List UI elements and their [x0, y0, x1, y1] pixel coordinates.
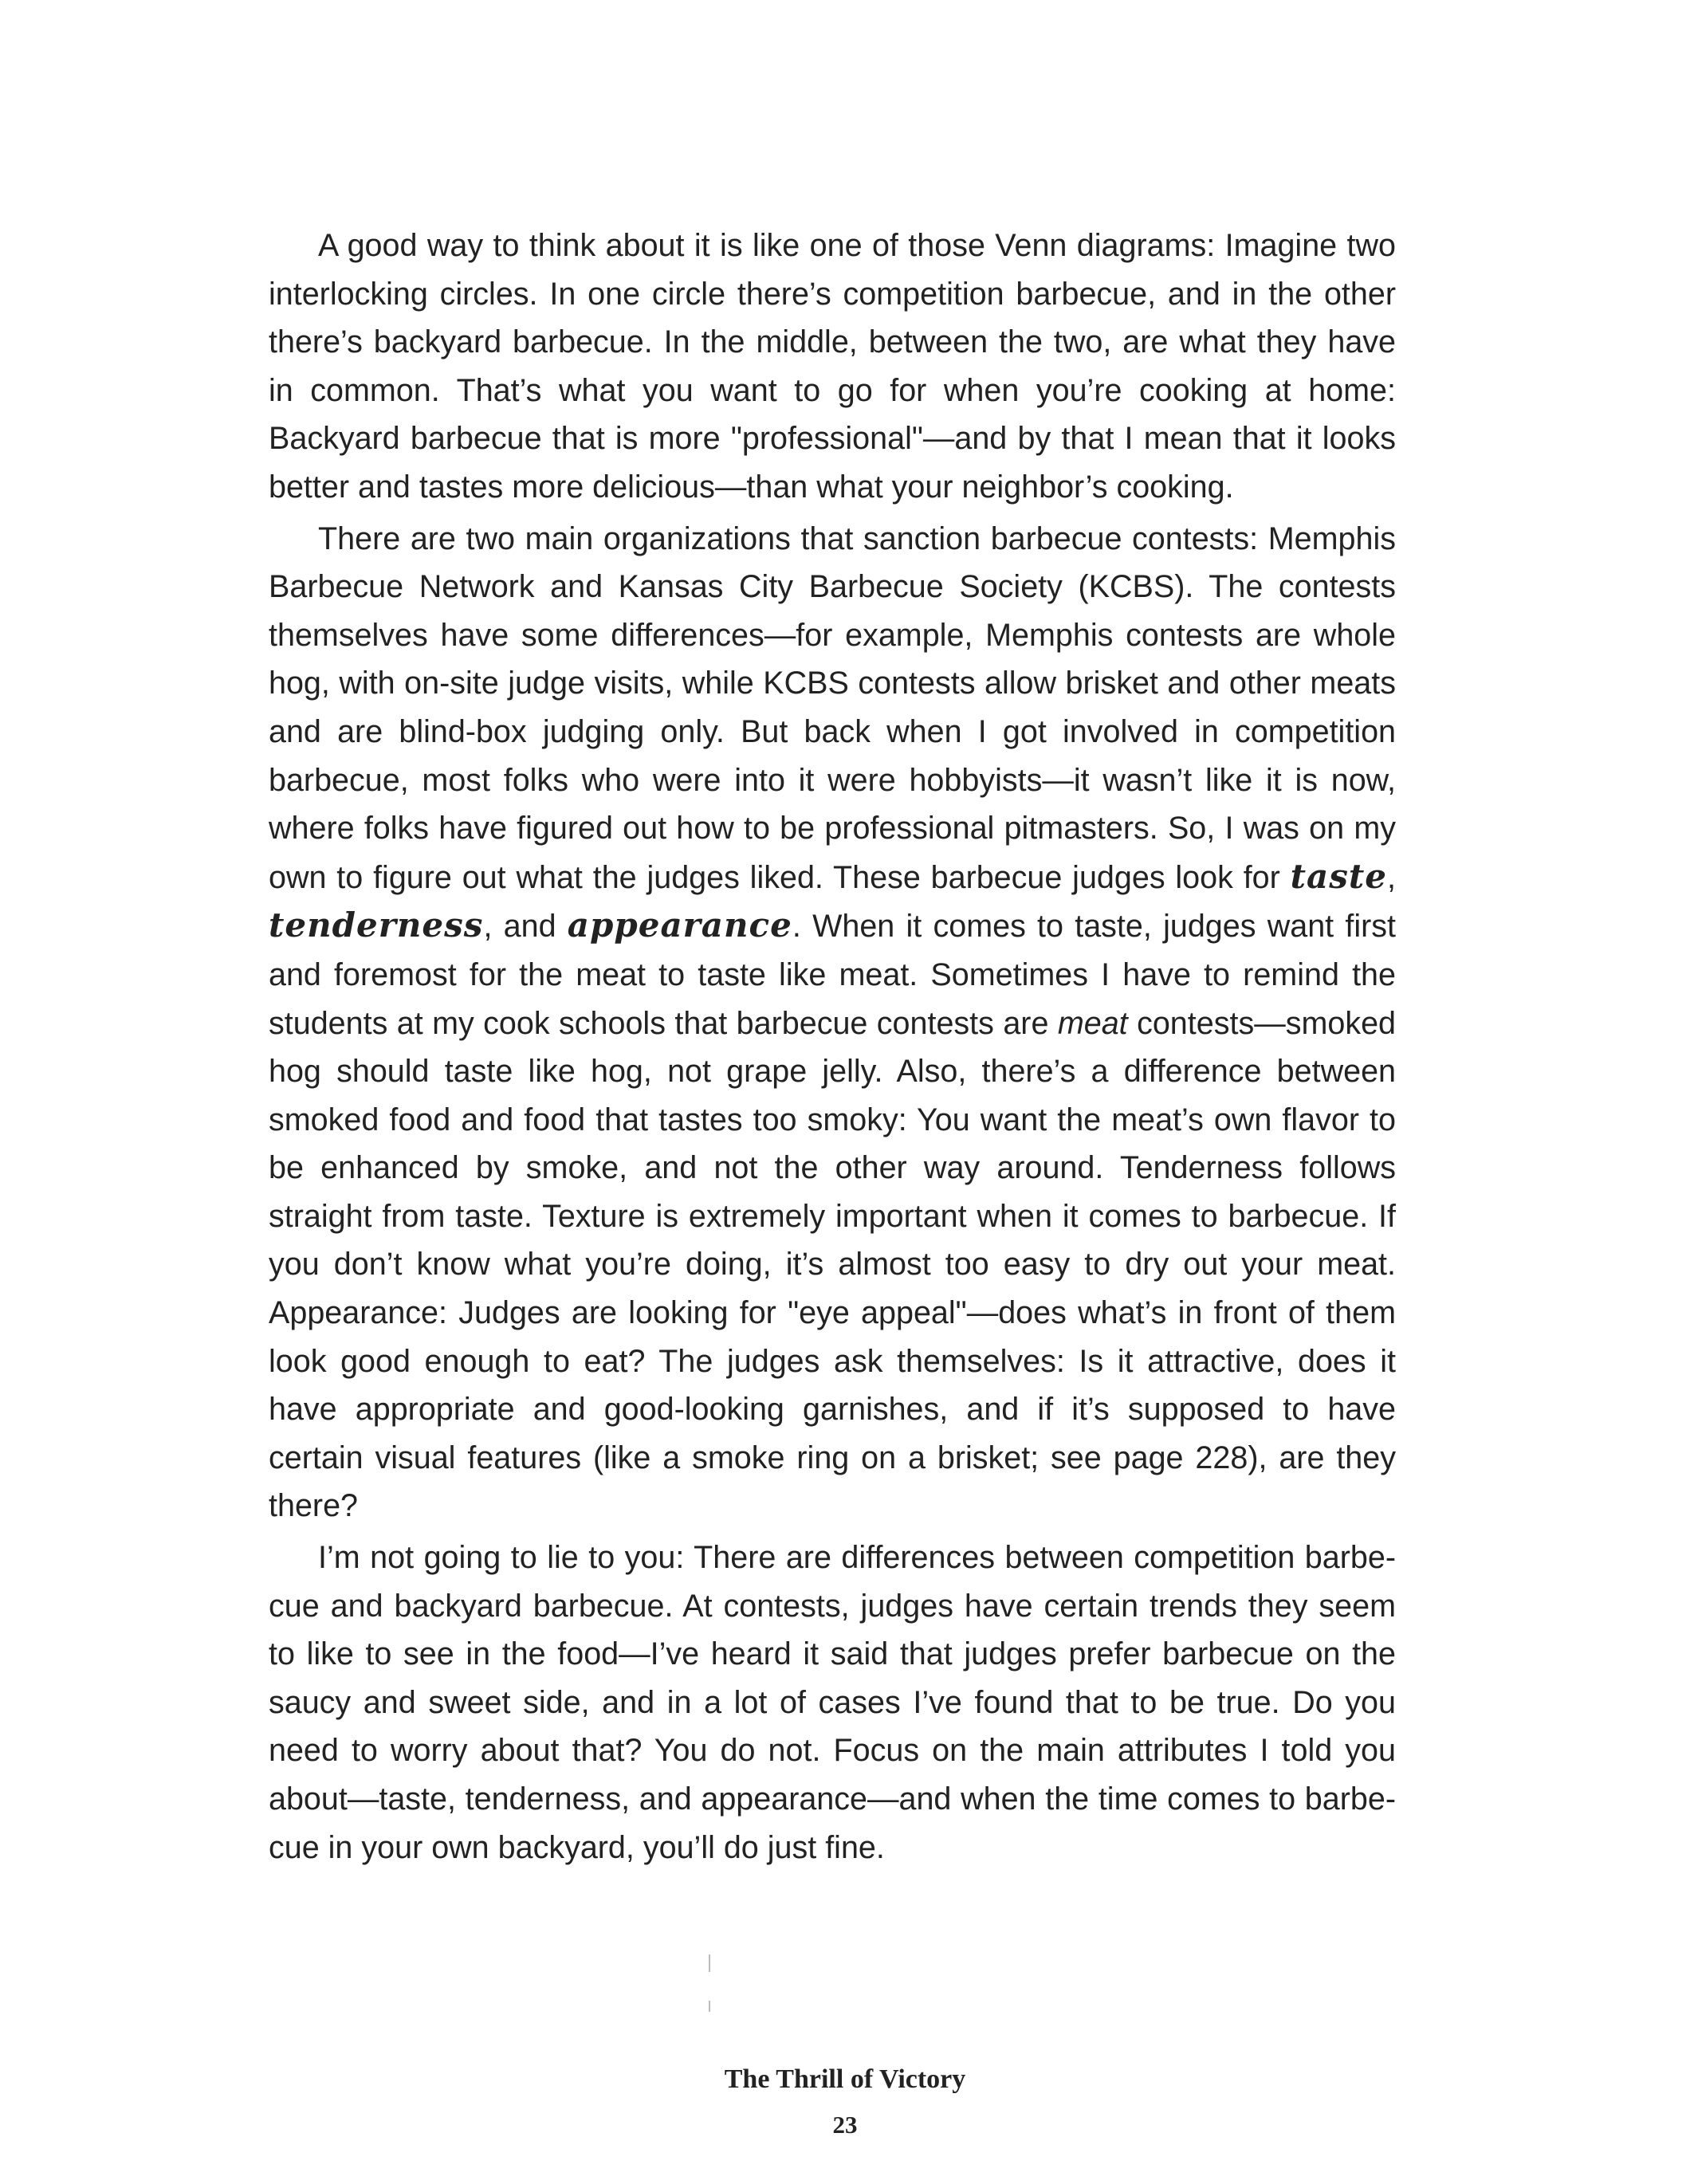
emphasis-taste: taste: [1290, 856, 1388, 896]
paragraph-text: , and: [483, 909, 568, 945]
paragraph-text: contests—smoked hog should taste like hog, not grape jelly. Also, there’s a difference between smoked food and food that tastes too smoky: You want the meat’s own flavor to be enhanced by smoke, and not the other way around. Tenderness follows straight from taste. Texture is extremely important when it comes to barbecue. If you don’t know what you’re doing, it’s almost too easy to dry out your meat. Appearance: Judges are looking for "eye appeal"—does what’s in front of them look good enough to eat? The judges ask themselves: Is it attractive, does it have appropriate and good-looking garnishes, and if it’s supposed to have certain visual features (like a smoke ring on a brisket; see page 228), are they there?: [269, 1005, 1397, 1524]
scan-artifact: [709, 1954, 710, 1972]
paragraph-venn-diagram: [269, 222, 1396, 512]
emphasis-tenderness: tenderness: [269, 905, 484, 945]
paragraph-differences: [269, 1534, 1396, 1872]
body-text: [269, 222, 1396, 1872]
page-number: 23: [832, 2111, 858, 2139]
emphasis-meat: meat: [1057, 1005, 1128, 1041]
paragraph-text: . When it comes to taste, judges want first and foremost for the meat to taste like meat. Sometimes I have to remind the students at my cook schools that barbecue contests are: [269, 909, 1397, 1041]
paragraph-text: I’m not going to lie to you: There are differences between competition barbecue and backyard barbecue. At contests, judges have certain trends they seem to like to see in the food—I’ve heard it said that judges prefer barbecue on the saucy and sweet side, and in a lot of cases I’ve found that to be true. Do you need to worry about that? You do not. Focus on the main attributes I told you about—taste, tenderness, and appearance—and when the time comes to barbecue in your own backyard, you’ll do just fine.: [269, 1540, 1396, 1865]
paragraph-text: A good way to think about it is like one of those Venn diagrams: Imagine two interlocking circles. In one circle there’s competition barbecue, and in the other there’s backyard barbecue. In the middle, between the two, are what they have in common. That’s what you want to go for when you’re cooking at home: Backyard barbecue that is more "professional"—and by that I mean that it looks better and tastes more delicious—than what your neighbor’s cooking.: [269, 228, 1396, 505]
emphasis-appearance: appearance: [567, 905, 792, 945]
paragraph-text: ,: [1387, 859, 1396, 895]
running-footer-title: The Thrill of Victory: [724, 2064, 966, 2094]
paragraph-organizations: [269, 515, 1396, 1530]
paragraph-text: There are two main organizations that sanction barbecue contests: Memphis Barbecue Network and Kansas City Barbecue Society (KCBS). The contests themselves have some differences—for example, Memphis contests are whole hog, with on-site judge visits, while KCBS contests allow brisket and other meats and are blind-box judging only. But back when I got involved in competition barbecue, most folks who were into it were hobbyists—it wasn’t like it is now, where folks have figured out how to be professional pitmasters. So, I was on my own to figure out what the judges liked. These barbecue judges look for: [269, 520, 1396, 895]
scan-artifact: [709, 2001, 710, 2012]
